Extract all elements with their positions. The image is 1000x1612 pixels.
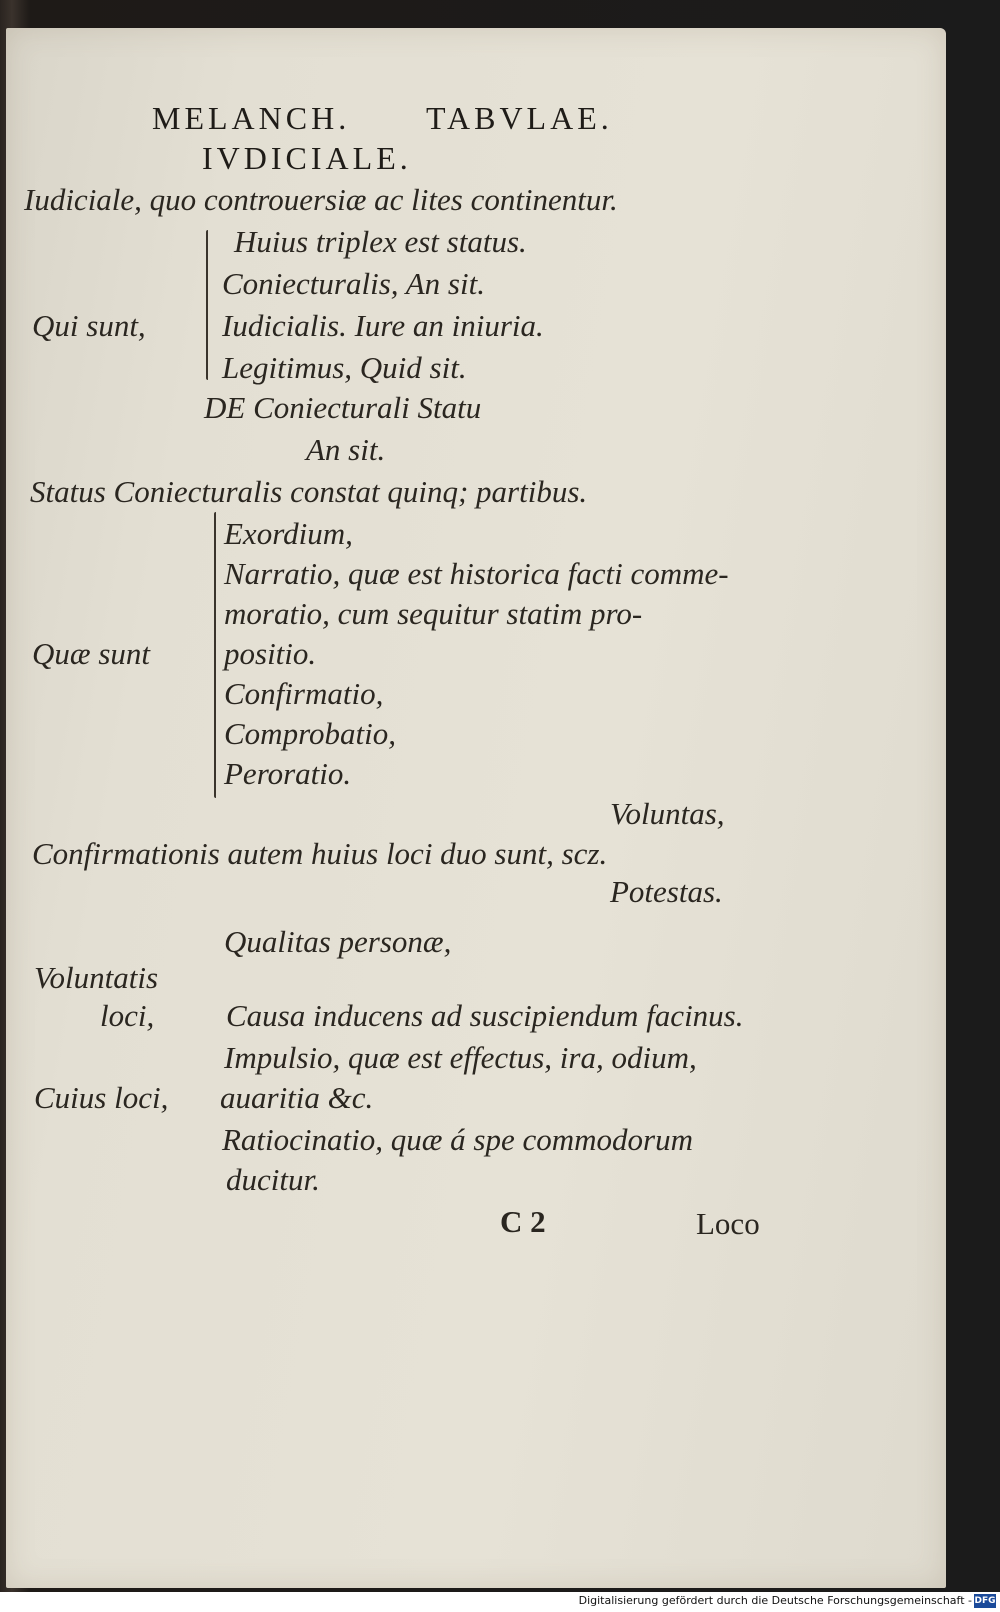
running-title-right: TABVLAE. — [426, 100, 613, 136]
voluntatis-item: Qualitas personæ, — [224, 924, 452, 959]
subheading-coniecturali: DE Coniecturali Statu — [204, 390, 482, 425]
quae-sunt-label: Quæ sunt — [32, 636, 150, 671]
quae-sunt-item: moratio, cum sequitur statim pro- — [224, 596, 643, 631]
signature-mark: C 2 — [500, 1204, 546, 1239]
section-title: IVDICIALE. — [202, 140, 412, 176]
quae-sunt-item: positio. — [224, 636, 317, 671]
qui-sunt-label: Qui sunt, — [32, 308, 146, 343]
cuius-loci-item: auaritia &c. — [220, 1080, 374, 1115]
confirmationis-line: Confirmationis autem huius loci duo sunt, scz. — [32, 836, 608, 871]
book-page — [6, 28, 946, 1588]
footer-credit: Digitalisierung gefördert durch die Deutsche Forschungsgemeinschaft - — [578, 1594, 972, 1607]
catchword: Loco — [696, 1206, 760, 1241]
dfg-logo-icon: DFG — [974, 1596, 996, 1606]
quae-sunt-brace — [214, 512, 216, 798]
quae-sunt-item: Confirmatio, — [224, 676, 384, 711]
quae-sunt-item: Narratio, quæ est historica facti comme- — [224, 556, 729, 591]
qui-sunt-brace — [206, 230, 208, 380]
voluntas-term: Voluntas, — [610, 796, 725, 831]
qui-sunt-item: Iudicialis. Iure an iniuria. — [222, 308, 544, 343]
cuius-loci-label: Cuius loci, — [34, 1080, 169, 1115]
quae-sunt-item: Exordium, — [224, 516, 353, 551]
digitization-footer — [0, 1592, 1000, 1612]
running-title-left: MELANCH. — [152, 100, 351, 136]
qui-sunt-item: Coniecturalis, An sit. — [222, 266, 485, 301]
qui-sunt-item: Legitimus, Quid sit. — [222, 350, 467, 385]
voluntatis-label-loci: loci, — [100, 998, 155, 1033]
voluntatis-item: Causa inducens ad suscipiendum facinus. — [226, 998, 744, 1033]
potestas-term: Potestas. — [610, 874, 723, 909]
quae-sunt-item: Comprobatio, — [224, 716, 396, 751]
intro-line: Iudiciale, quo controuersiæ ac lites continentur. — [24, 182, 618, 217]
status-intro-line: Status Coniecturalis constat quinq; partibus. — [30, 474, 588, 509]
cuius-loci-item: ducitur. — [226, 1162, 320, 1197]
quae-sunt-item: Peroratio. — [224, 756, 352, 791]
cuius-loci-item: Impulsio, quæ est effectus, ira, odium, — [224, 1040, 697, 1075]
qui-sunt-item: Huius triplex est status. — [234, 224, 527, 259]
voluntatis-label: Voluntatis — [34, 960, 159, 995]
subheading-an-sit: An sit. — [306, 432, 386, 467]
cuius-loci-item: Ratiocinatio, quæ á spe commodorum — [222, 1122, 693, 1157]
